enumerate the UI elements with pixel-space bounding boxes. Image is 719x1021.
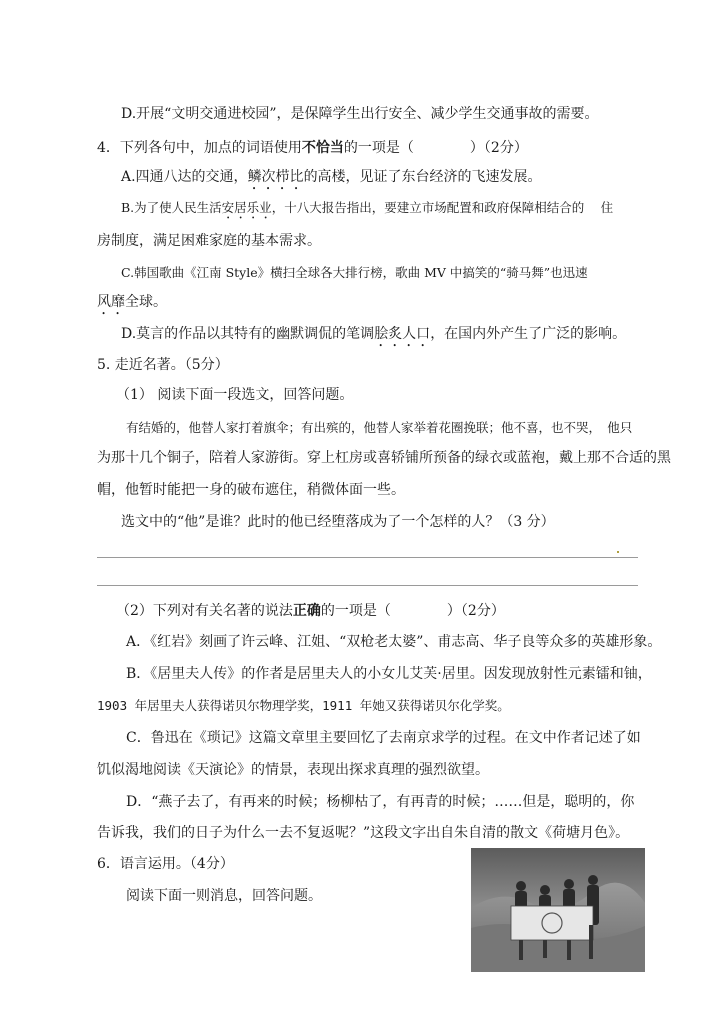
q5-2-text1: （2）下列对有关名著的说法 <box>116 603 293 619</box>
q5-option-b-line2: 1903 年居里夫人获得诺贝尔物理学奖，1911 年她又获得诺贝尔化学奖。 <box>97 698 510 713</box>
q5-passage-line3: 帽，他暂时能把一身的破布遮住，稍微体面一些。 <box>97 482 405 498</box>
q5-passage-line2: 为那十几个铜子，陪着人家游街。穿上杠房或喜轿铺所预备的绿衣或蓝袍，戴上那不合适的黑 <box>97 450 671 466</box>
stray-mark <box>617 551 619 553</box>
q5-part1-instruction: （1） 阅读下面一段选文，回答问题。 <box>116 387 354 403</box>
answer-line-2 <box>97 585 638 586</box>
q5-passage-line1: 有结婚的，他替人家打着旗伞；有出殡的，他替人家举着花圈挽联；他不喜，也不哭， 他只 <box>126 420 633 435</box>
q4-option-a <box>121 168 542 193</box>
q4-option-c-line2 <box>97 293 167 318</box>
q5-2-keyword: 正确 <box>292 603 321 619</box>
q4a-text1: A.四通八达的交通， <box>121 169 248 185</box>
question-4-stem <box>97 139 528 157</box>
q4-stem-part1: 4．下列各句中，加点的词语使用 <box>97 140 302 156</box>
q5-option-d-line1: D．“燕子去了，有再来的时候；杨柳枯了，有再青的时候；……但是，聪明的，你 <box>126 794 635 810</box>
q4b-text1: B.为了使人民生活 <box>121 200 222 215</box>
q4-option-d <box>121 325 626 350</box>
q5-option-d-line2: 告诉我，我们的日子为什么一去不复返呢？”这段文字出自朱自清的散文《荷塘月色》。 <box>97 825 630 841</box>
question-5-heading: 5. 走近名著。（5分） <box>97 357 229 373</box>
group-photo-mountain-icon <box>471 848 645 972</box>
q4b-text2: ，十八大报告指出，要建立市场配置和政府保障相结合的 住 <box>271 200 614 215</box>
q4d-dotted-word: 脍炙人口 <box>374 326 431 342</box>
q4-option-b-line1 <box>121 199 613 222</box>
answer-line-1 <box>97 557 638 558</box>
q5-option-c-line1: C．鲁迅在《琐记》这篇文章里主要回忆了去南京求学的过程。在文中作者记述了如 <box>126 730 641 746</box>
q4-option-b-line2: 房制度，满足困难家庭的基本需求。 <box>97 233 321 249</box>
question-6-heading: 6．语言运用。（4分） <box>97 856 234 872</box>
q4c-dotted-word: 风靡 <box>97 294 125 310</box>
q5-2-text2: 的一项是（ ）（2分） <box>320 603 505 619</box>
q4c-text: 全球。 <box>125 294 167 310</box>
q5-part1-question: 选文中的“他”是谁？此时的他已经堕落成为了一个怎样的人？（3 分） <box>121 514 555 530</box>
q4b-dotted-word: 安居乐业 <box>221 200 272 215</box>
q3-option-d: D.开展“文明交通进校园”，是保障学生出行安全、减少学生交通事故的需要。 <box>121 106 599 122</box>
q4a-dotted-word: 鳞次栉比 <box>247 169 304 185</box>
q4-stem-keyword: 不恰当 <box>301 140 344 156</box>
q5-part2-stem <box>116 602 505 620</box>
q4-stem-part2: 的一项是（ ）（2分） <box>343 140 528 156</box>
q4a-text2: 的高楼，见证了东台经济的飞速发展。 <box>303 169 542 185</box>
q6-instruction: 阅读下面一则消息，回答问题。 <box>126 888 322 904</box>
q4d-text1: D.莫言的作品以其特有的幽默调侃的笔调 <box>121 326 375 342</box>
q5-option-b-line1: B．《居里夫人传》的作者是居里夫人的小女儿艾芙·居里。因发现放射性元素镭和铀， <box>126 666 652 682</box>
q5-option-c-line2: 饥似渴地阅读《天演论》的情景，表现出探求真理的强烈欲望。 <box>97 762 489 778</box>
q5-option-a: A．《红岩》刻画了许云峰、江姐、“双枪老太婆”、甫志高、华子良等众多的英雄形象。 <box>126 634 662 650</box>
q4d-text2: ，在国内外产生了广泛的影响。 <box>430 326 627 342</box>
q4-option-c-line1: C.韩国歌曲《江南 Style》横扫全球各大排行榜，歌曲 MV 中搞笑的“骑马舞”也迅速 <box>121 265 588 280</box>
